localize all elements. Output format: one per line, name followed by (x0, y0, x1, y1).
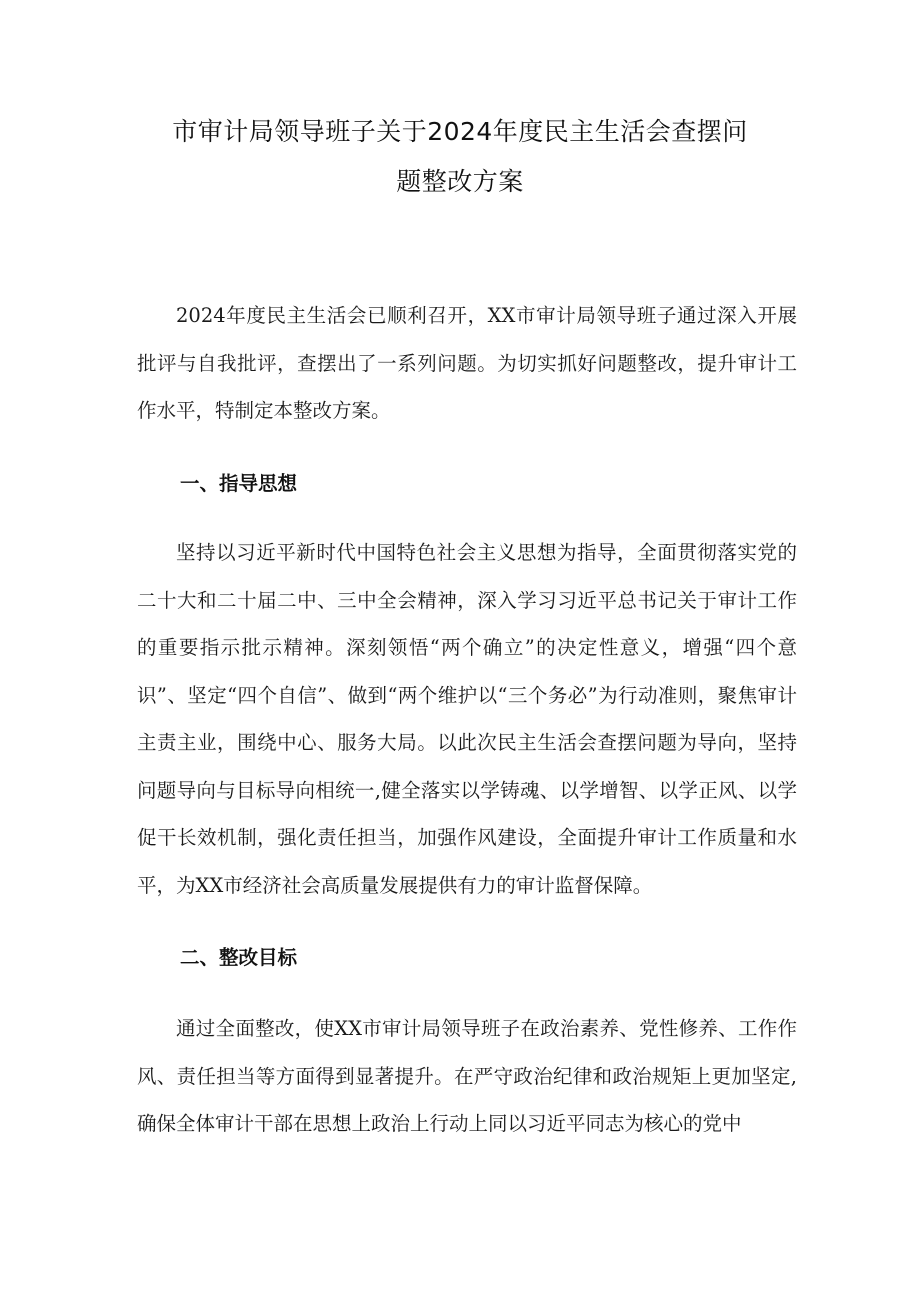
document-title-line-1: 市审计局领导班子关于2024年度民主生活会查摆问 (172, 117, 748, 146)
intro-paragraph: 2024年度民主生活会已顺利召开，XX市审计局领导班子通过深入开展批评与自我批评，查摆出了一系列问题。为切实抓好问题整改，提升审计工作水平，特制定本整改方案。 (137, 304, 797, 422)
document-title-line-2: 题整改方案 (396, 167, 524, 196)
section-heading-rectification-goals: 二、整改目标 (180, 946, 298, 969)
section-body-rectification-goals: 通过全面整改，使XX市审计局领导班子在政治素养、党性修养、工作作风、责任担当等方面得到显著提升。在严守政治纪律和政治规矩上更加坚定,确保全体审计干部在思想上政治上行动上同以习近平同志为核心的党中 (137, 1017, 797, 1135)
section-body-guiding-thought: 坚持以习近平新时代中国特色社会主义思想为指导，全面贯彻落实党的二十大和二十届二中、三中全会精神，深入学习习近平总书记关于审计工作的重要指示批示精神。深刻领悟“两个确立”的决定性意义，增强“四个意识”、坚定“四个自信”、做到“两个维护以“三个务必”为行动准则，聚焦审计主责主业，围绕中心、服务大局。以此次民主生活会查摆问题为导向，坚持问题导向与目标导向相统一,健全落实以学铸魂、以学增智、以学正风、以学促干长效机制，强化责任担当，加强作风建设，全面提升审计工作质量和水平，为XX市经济社会高质量发展提供有力的审计监督保障。 (137, 541, 797, 897)
section-heading-guiding-thought: 一、指导思想 (180, 472, 298, 495)
